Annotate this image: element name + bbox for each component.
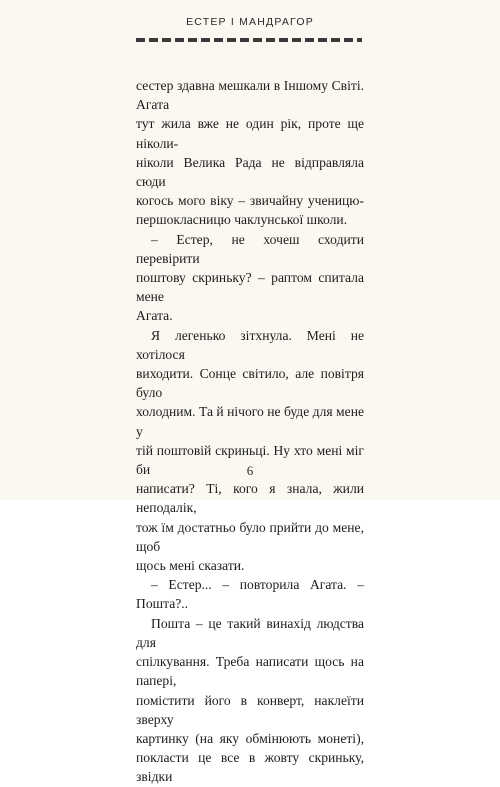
text-line: Я легенько зітхнула. Мені не хотілося (136, 327, 364, 362)
text-line: першокласницю чаклунської школи. (136, 212, 348, 228)
text-line: покласти це все в жовту скриньку, звідки (136, 750, 364, 785)
text-line: помістити його в конверт, наклеїти зверху (136, 692, 364, 727)
body-text (136, 76, 364, 787)
text-line: Агата. (136, 308, 173, 324)
text-line: – Естер... – повторила Агата. – Пошта?.. (136, 577, 364, 612)
text-line: спілкування. Треба написати щось на папері, (136, 654, 364, 689)
text-line: поштову скриньку? – раптом спитала мене (136, 270, 364, 305)
text-line: тут жила вже не один рік, проте ще ніколи- (136, 116, 364, 151)
text-line: ніколи Велика Рада не відправляла сюди (136, 154, 364, 190)
text-line: сестер здавна мешкали в Іншому Світі. Агата (136, 78, 364, 113)
text-line: виходити. Сонце світило, але повітря було (136, 366, 364, 401)
text-line: написати? Ті, кого я знала, жили неподалік, (136, 481, 364, 516)
text-line: Пошта – це такий винахід людства для (136, 615, 364, 650)
text-line: щось мені сказати. (136, 558, 245, 574)
text-line: холодним. Та й нічого не буде для мене у (136, 404, 364, 439)
running-head: ЕСТЕР І МАНДРАГОР (186, 16, 314, 28)
text-line: картинку (на яку обмінюють монеті), (136, 730, 364, 746)
text-line: когось мого віку – звичайну ученицю- (136, 193, 364, 209)
page-number: 6 (246, 463, 254, 478)
text-line: тож їм достатньо було прийти до мене, щоб (136, 519, 364, 554)
text-line: – Естер, не хочеш сходити перевірити (136, 231, 364, 266)
text-line: тій поштовій скриньці. Ну хто мені міг би (136, 442, 364, 478)
decorative-dashed-rule (136, 38, 362, 42)
